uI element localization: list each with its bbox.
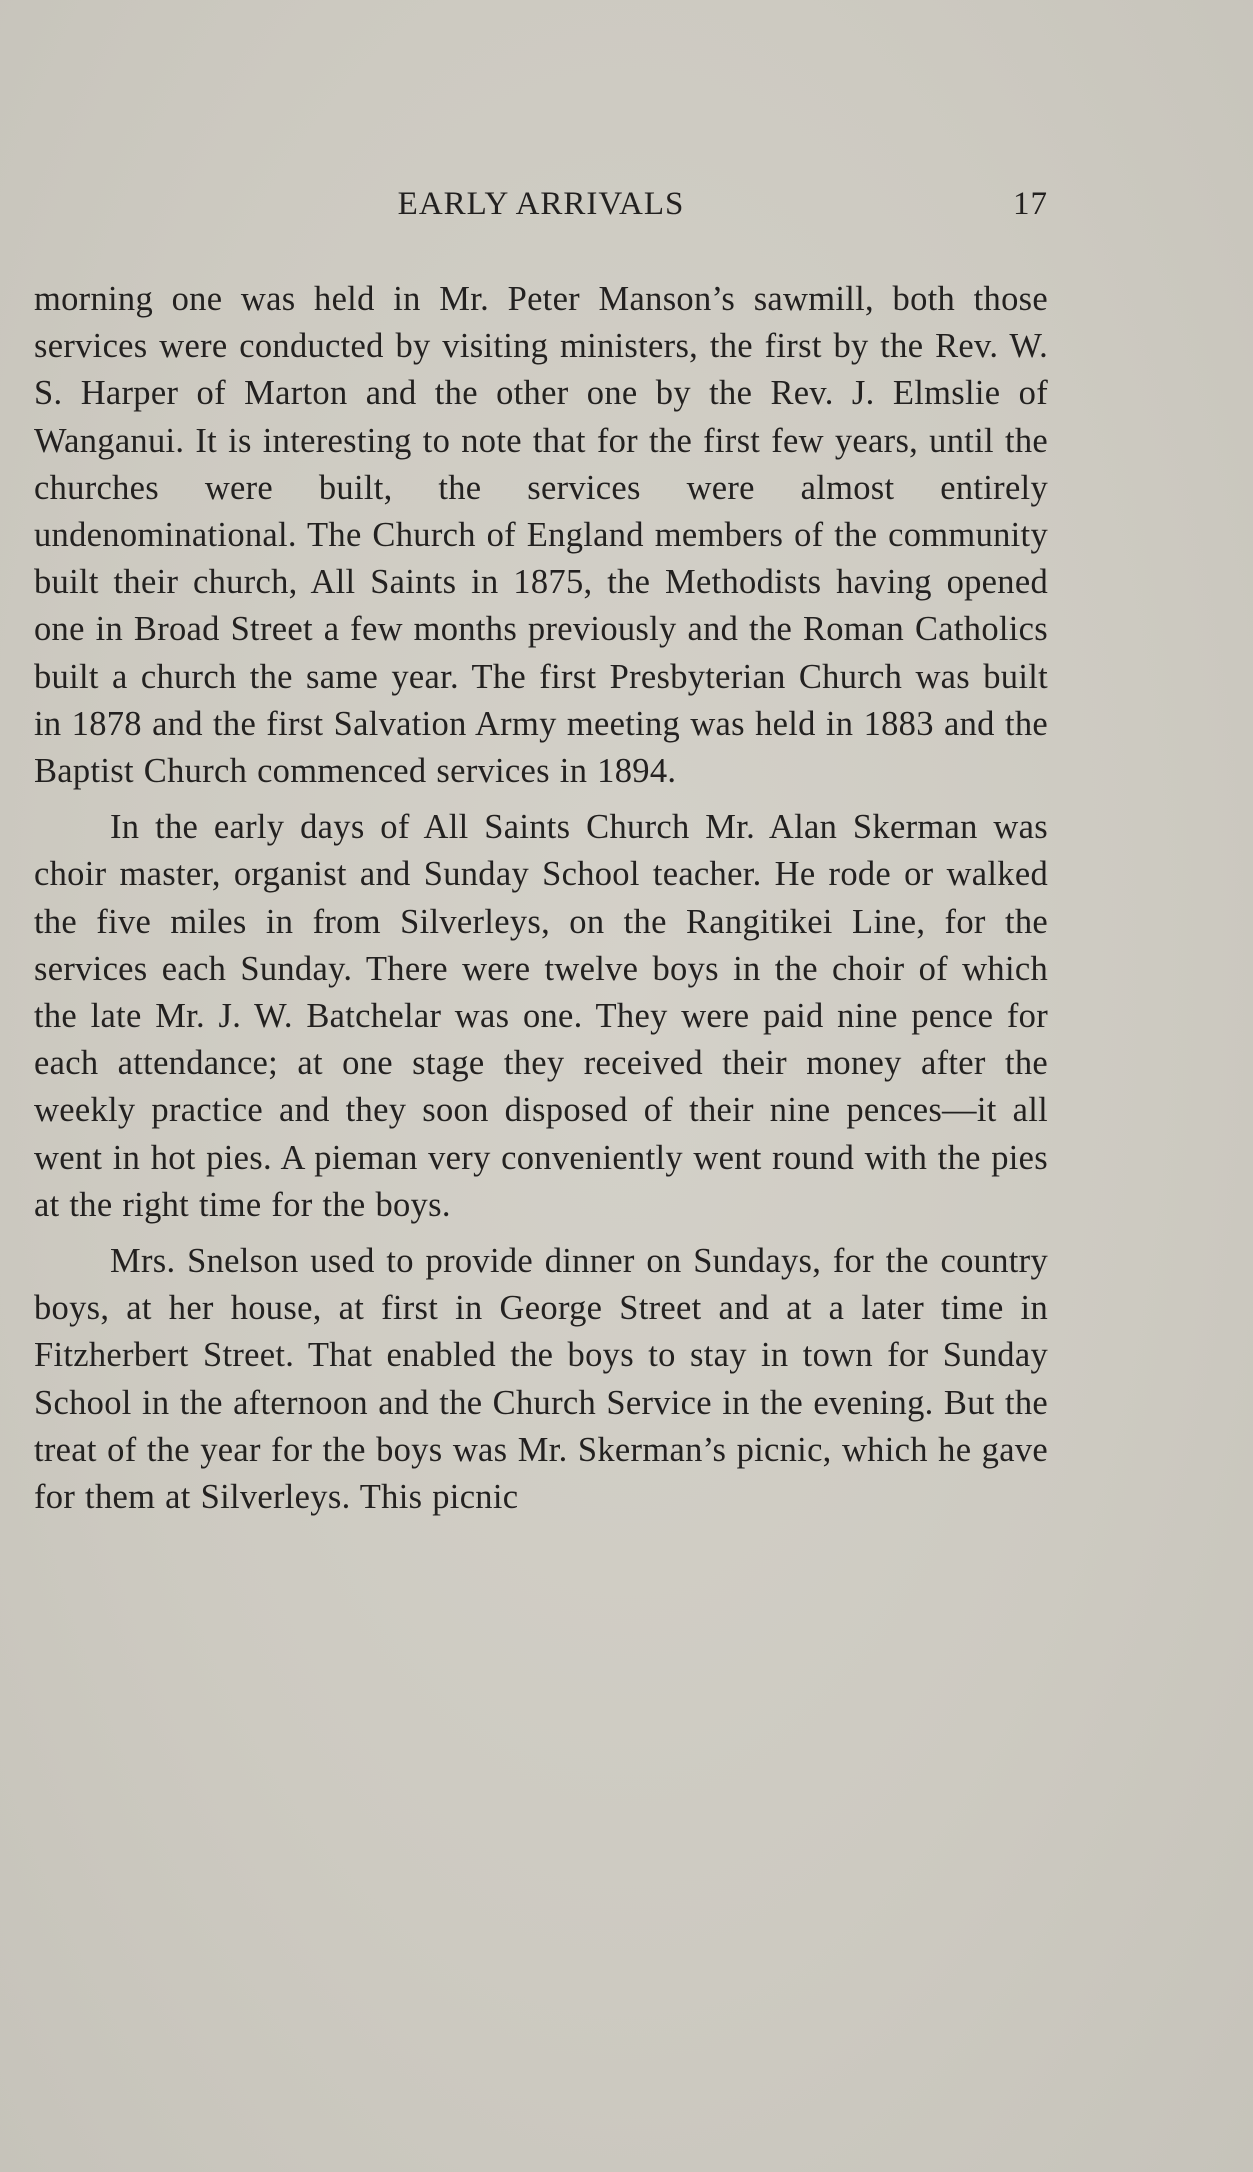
paragraph-3: Mrs. Snelson used to provide dinner on Sundays, for the country boys, at her house, at first in George Street and at a later time in Fitzherbert Street. That enabled the boys to stay in town for Sunday School in the afternoon and the Church Service in the evening. But the treat of the year for the boys was Mr. Skerman’s picnic, which he gave for them at Silverleys. This picnic [34, 1242, 1048, 1517]
paragraph-2: In the early days of All Saints Church Mr. Alan Skerman was choir master, organist and Sunday School teacher. He rode or walked the five miles in from Silverleys, on the Rangitikei Line, for the services each Sunday. There were twelve boys in the choir of which the late Mr. J. W. Batchelar was one. They were paid nine pence for each attendance; at one stage they received their money after the weekly practice and they soon disposed of their nine pences—it all went in hot pies. A pieman very conveniently went round with the pies at the right time for the boys. [34, 808, 1048, 1224]
page-number: 17 [1013, 186, 1048, 222]
running-head: EARLY ARRIVALS [397, 186, 685, 222]
page-header [34, 180, 1048, 230]
body-text [34, 276, 1048, 1530]
paragraph-1: morning one was held in Mr. Peter Manson’s sawmill, both those services were conducted by visiting ministers, the first by the Rev. W. S. Harper of Marton and the other one by the Rev. J. Elmslie of Wanganui. It is interesting to note that for the first few years, until the churches were built, the services were almost entirely undenominational. The Church of England members of the community built their church, All Saints in 1875, the Methodists having opened one in Broad Street a few months previously and the Roman Catholics built a church the same year. The first Presbyterian Church was built in 1878 and the first Salvation Army meeting was held in 1883 and the Baptist Church commenced services in 1894. [34, 280, 1048, 791]
